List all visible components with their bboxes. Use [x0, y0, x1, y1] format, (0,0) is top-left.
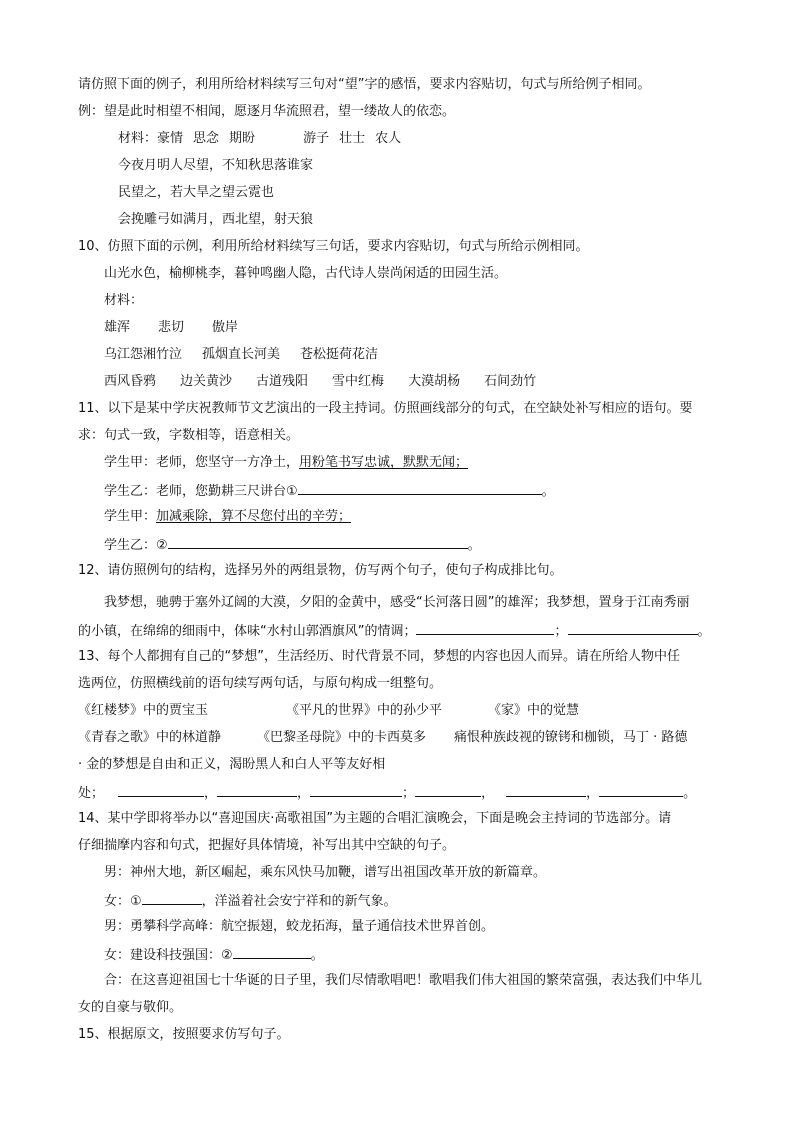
q15-title: 15、根据原文，按照要求仿写句子。	[78, 1027, 290, 1042]
material-item: 悲切	[158, 320, 185, 335]
material-item: 大漠胡杨	[408, 374, 461, 389]
answer-blank[interactable]	[415, 783, 481, 797]
q11-student-a-1: 学生甲：老师，您坚守一方净土，用粉笔书写忠诚，默默无闻；	[104, 455, 469, 470]
q10-row3	[104, 373, 536, 391]
intro-materials	[118, 130, 401, 148]
intro-line: 民望之，若大旱之望云霓也	[118, 185, 275, 200]
material-item: 苍松挺荷花洁	[300, 347, 379, 362]
q14-female-1: 女：① ，洋溢着社会安宁祥和的新气象。	[104, 891, 397, 911]
q12-line-1: 我梦想，驰骋于塞外辽阔的大漠，夕阳的金黄中，感受“长河落日圆”的雄浑；我梦想，置身于江南秀丽	[104, 595, 690, 610]
answer-blank[interactable]	[416, 621, 554, 635]
character-option: 《巴黎圣母院》中的卡西莫多	[257, 730, 427, 745]
intro-example: 例：望是此时相望不相闻，愿逐月华流照君，望一缕故人的依恋。	[78, 104, 456, 119]
material-item: 壮士	[339, 131, 366, 146]
material-item: 边关黄沙	[180, 374, 233, 389]
answer-blank[interactable]	[310, 783, 402, 797]
q14-chorus-1: 合：在这喜迎祖国七十华诞的日子里，我们尽情歌唱吧！歌唱我们伟大祖国的繁荣富强，表达我们中华儿	[104, 973, 703, 988]
q13-row-4: 处； ， ， ； ， ， 。	[78, 783, 696, 803]
q13-row-3: · 金的梦想是自由和正义，渴盼黑人和白人平等友好相	[78, 757, 386, 772]
q10-row1	[104, 319, 238, 337]
q14-male-2: 男：勇攀科学高峰：航空振翅，蛟龙拓海，量子通信技术世界首创。	[104, 919, 495, 934]
material-item: 石间劲竹	[484, 374, 537, 389]
q12-title: 12、请仿照例句的结构，选择另外的两组景物，仿写两个句子，使句子构成排比句。	[78, 563, 563, 578]
q14-title-1: 14、某中学即将举办以“喜迎国庆·高歌祖国”为主题的合唱汇演晚会，下面是晚会主持词的节选部分。请	[78, 811, 672, 826]
material-item: 孤烟直长河美	[202, 347, 281, 362]
answer-blank-1[interactable]	[142, 891, 202, 905]
material-item: 傲岸	[212, 320, 239, 335]
q14-male-1: 男：神州大地，新区崛起，乘东风快马加鞭，谱写出祖国改革开放的新篇章。	[104, 865, 547, 880]
answer-blank-1[interactable]	[298, 481, 542, 495]
q12-line-2: 的小镇，在绵绵的细雨中，体味“水村山郭酒旗风”的情调； ； 。	[78, 621, 711, 641]
material-item: 乌江怨湘竹泣	[104, 347, 183, 362]
answer-blank-2[interactable]	[233, 945, 311, 959]
materials-label: 材料：	[118, 131, 158, 146]
q11-title-1: 11、以下是某中学庆祝教师节文艺演出的一段主持词。仿照画线部分的句式，在空缺处补写相应的语句。要	[78, 401, 693, 416]
q10-title: 10、仿照下面的示例，利用所给材料续写三句话，要求内容贴切，句式与所给示例相同。	[78, 239, 589, 254]
q11-student-b-1: 学生乙：老师，您勤耕三尺讲台① 。	[104, 481, 555, 501]
q10-row2	[104, 346, 378, 364]
q11-student-a-2: 学生甲：加减乘除，算不尽您付出的辛劳；	[104, 509, 352, 524]
q13-title-2: 选两位，仿照横线前的语句续写两句话，与原句构成一组整句。	[78, 676, 443, 691]
answer-blank-2[interactable]	[168, 535, 468, 549]
material-item: 豪情	[157, 131, 184, 146]
q13-row-1	[78, 702, 579, 720]
material-item: 雄浑	[104, 320, 131, 335]
underlined-phrase: 用粉笔书写忠诚，默默无闻；	[299, 455, 469, 470]
q11-student-b-2: 学生乙：② 。	[104, 535, 481, 555]
intro-instruction: 请仿照下面的例子，利用所给材料续写三句对“望”字的感悟，要求内容贴切，句式与所给例子相同。	[78, 77, 651, 92]
q14-title-2: 仔细揣摩内容和句式，把握好具体情境，补写出其中空缺的句子。	[78, 838, 456, 853]
material-item: 思念	[193, 131, 220, 146]
character-option: 《平凡的世界》中的孙少平	[286, 703, 443, 718]
character-option: 《红楼梦》中的贾宝玉	[78, 703, 209, 718]
material-item: 雪中红梅	[332, 374, 385, 389]
q13-row-2: 《青春之歌》中的林道静 《巴黎圣母院》中的卡西莫多 痛恨种族歧视的镣铐和枷锁，马丁 · 路德	[78, 730, 688, 745]
answer-blank[interactable]	[118, 783, 204, 797]
underlined-phrase: 加减乘除，算不尽您付出的辛劳；	[156, 509, 352, 524]
q10-example: 山光水色，榆柳桃李，暮钟鸣幽人隐，古代诗人崇尚闲适的田园生活。	[104, 266, 508, 281]
answer-blank[interactable]	[568, 621, 698, 635]
answer-blank[interactable]	[506, 783, 586, 797]
answer-blank[interactable]	[599, 783, 683, 797]
answer-blank[interactable]	[217, 783, 297, 797]
intro-line: 今夜月明人尽望，不知秋思落谁家	[118, 158, 314, 173]
material-item: 农人	[375, 131, 402, 146]
material-item: 游子	[303, 131, 330, 146]
character-option: 《家》中的觉慧	[488, 703, 580, 718]
material-item: 西风昏鸦	[104, 374, 157, 389]
q14-chorus-2: 女的自豪与敬仰。	[78, 1000, 183, 1015]
material-item: 古道残阳	[256, 374, 309, 389]
character-option: 《青春之歌》中的林道静	[78, 730, 222, 745]
q13-title-1: 13、每个人都拥有自己的“梦想”，生活经历、时代背景不同，梦想的内容也因人而异。请在所给人物中任	[78, 649, 681, 664]
q10-materials-label: 材料：	[104, 293, 144, 308]
intro-line: 会挽雕弓如满月，西北望，射天狼	[118, 212, 314, 227]
q11-title-2: 求：句式一致，字数相等，语意相关。	[78, 428, 300, 443]
q14-female-2: 女：建设科技强国：② 。	[104, 945, 324, 965]
material-item: 期盼	[229, 131, 256, 146]
